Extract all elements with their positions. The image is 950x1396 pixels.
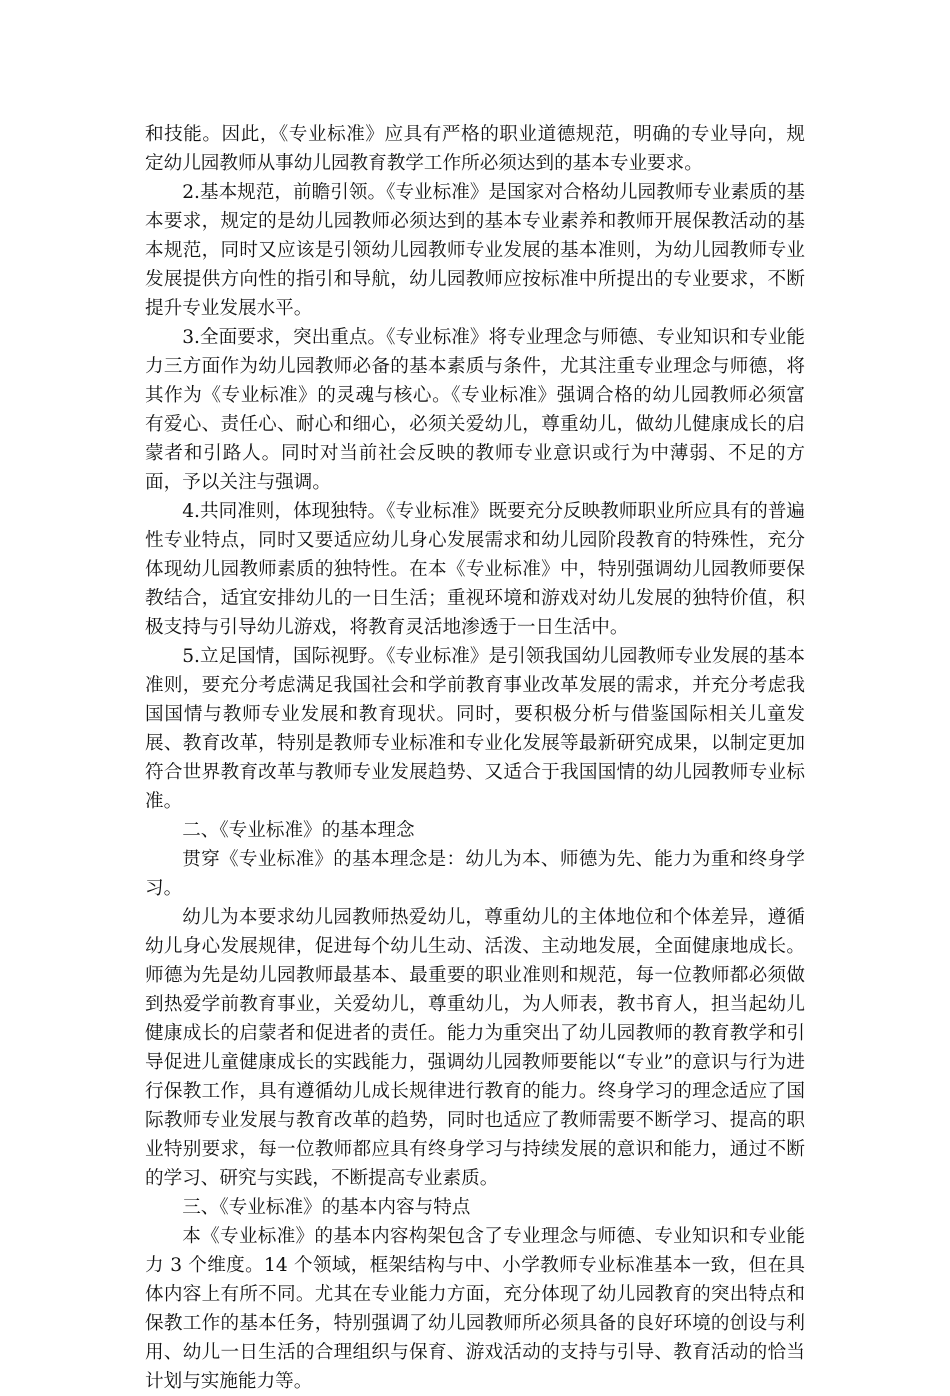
paragraph-content-features: 本《专业标准》的基本内容构架包含了专业理念与师德、专业知识和专业能力 3 个维度。14 个领域，框架结构与中、小学教师专业标准基本一致，但在具体内容上有所不同。尤其在专业能力方面，充分体现了幼儿园教育的突出特点和保教工作的基本任务，特别强调了幼儿园教师所必须具备的良好环境的创设与利用、幼儿一日生活的合理组织与保育、游戏活动的支持与引导、教育活动的恰当计划与实施能力等。 [145, 1226, 805, 1392]
paragraph-continuation: 和技能。因此，《专业标准》应具有严格的职业道德规范，明确的专业导向，规定幼儿园教师从事幼儿园教育教学工作所必须达到的基本专业要求。 [145, 124, 805, 174]
document-page [145, 120, 805, 1396]
section-heading-2: 二、《专业标准》的基本理念 [182, 820, 415, 841]
paragraph-item-3: 3.全面要求，突出重点。《专业标准》将专业理念与师德、专业知识和专业能力三方面作为幼儿园教师必备的基本素质与条件，尤其注重专业理念与师德，将其作为《专业标准》的灵魂与核心。《专业标准》强调合格的幼儿园教师必须富有爱心、责任心、耐心和细心，必须关爱幼儿，尊重幼儿，做幼儿健康成长的启蒙者和引路人。同时对当前社会反映的教师专业意识或行为中薄弱、不足的方面，予以关注与强调。 [145, 327, 805, 493]
paragraph-concept-details: 幼儿为本要求幼儿园教师热爱幼儿，尊重幼儿的主体地位和个体差异，遵循幼儿身心发展规律，促进每个幼儿生动、活泼、主动地发展，全面健康地成长。师德为先是幼儿园教师最基本、最重要的职业准则和规范，每一位教师都必须做到热爱学前教育事业，关爱幼儿，尊重幼儿，为人师表，教书育人，担当起幼儿健康成长的启蒙者和促进者的责任。能力为重突出了幼儿园教师的教育教学和引导促进儿童健康成长的实践能力，强调幼儿园教师要能以“专业”的意识与行为进行保教工作，具有遵循幼儿成长规律进行教育的能力。终身学习的理念适应了国际教师专业发展与教育改革的趋势，同时也适应了教师需要不断学习、提高的职业特别要求，每一位教师都应具有终身学习与持续发展的意识和能力，通过不断的学习、研究与实践，不断提高专业素质。 [145, 907, 805, 1189]
paragraph-item-4: 4.共同准则，体现独特。《专业标准》既要充分反映教师职业所应具有的普遍性专业特点，同时又要适应幼儿身心发展需求和幼儿园阶段教育的特殊性，充分体现幼儿园教师素质的独特性。在本《专业标准》中，特别强调幼儿园教师要保教结合，适宜安排幼儿的一日生活；重视环境和游戏对幼儿发展的独特价值，积极支持与引导幼儿游戏，将教育灵活地渗透于一日生活中。 [145, 501, 805, 638]
section-heading-3: 三、《专业标准》的基本内容与特点 [182, 1197, 471, 1218]
paragraph-item-2: 2.基本规范，前瞻引领。《专业标准》是国家对合格幼儿园教师专业素质的基本要求，规定的是幼儿园教师必须达到的基本专业素养和教师开展保教活动的基本规范，同时又应该是引领幼儿园教师专业发展的基本准则，为幼儿园教师专业发展提供方向性的指引和导航，幼儿园教师应按标准中所提出的专业要求，不断提升专业发展水平。 [145, 182, 805, 319]
paragraph-item-5: 5.立足国情，国际视野。《专业标准》是引领我国幼儿园教师专业发展的基本准则，要充分考虑满足我国社会和学前教育事业改革发展的需求，并充分考虑我国国情与教师专业发展和教育现状。同时，要积极分析与借鉴国际相关儿童发展、教育改革，特别是教师专业标准和专业化发展等最新研究成果，以制定更加符合世界教育改革与教师专业发展趋势、又适合于我国国情的幼儿园教师专业标准。 [145, 646, 805, 812]
paragraph-basic-concept: 贯穿《专业标准》的基本理念是：幼儿为本、师德为先、能力为重和终身学习。 [145, 849, 805, 899]
